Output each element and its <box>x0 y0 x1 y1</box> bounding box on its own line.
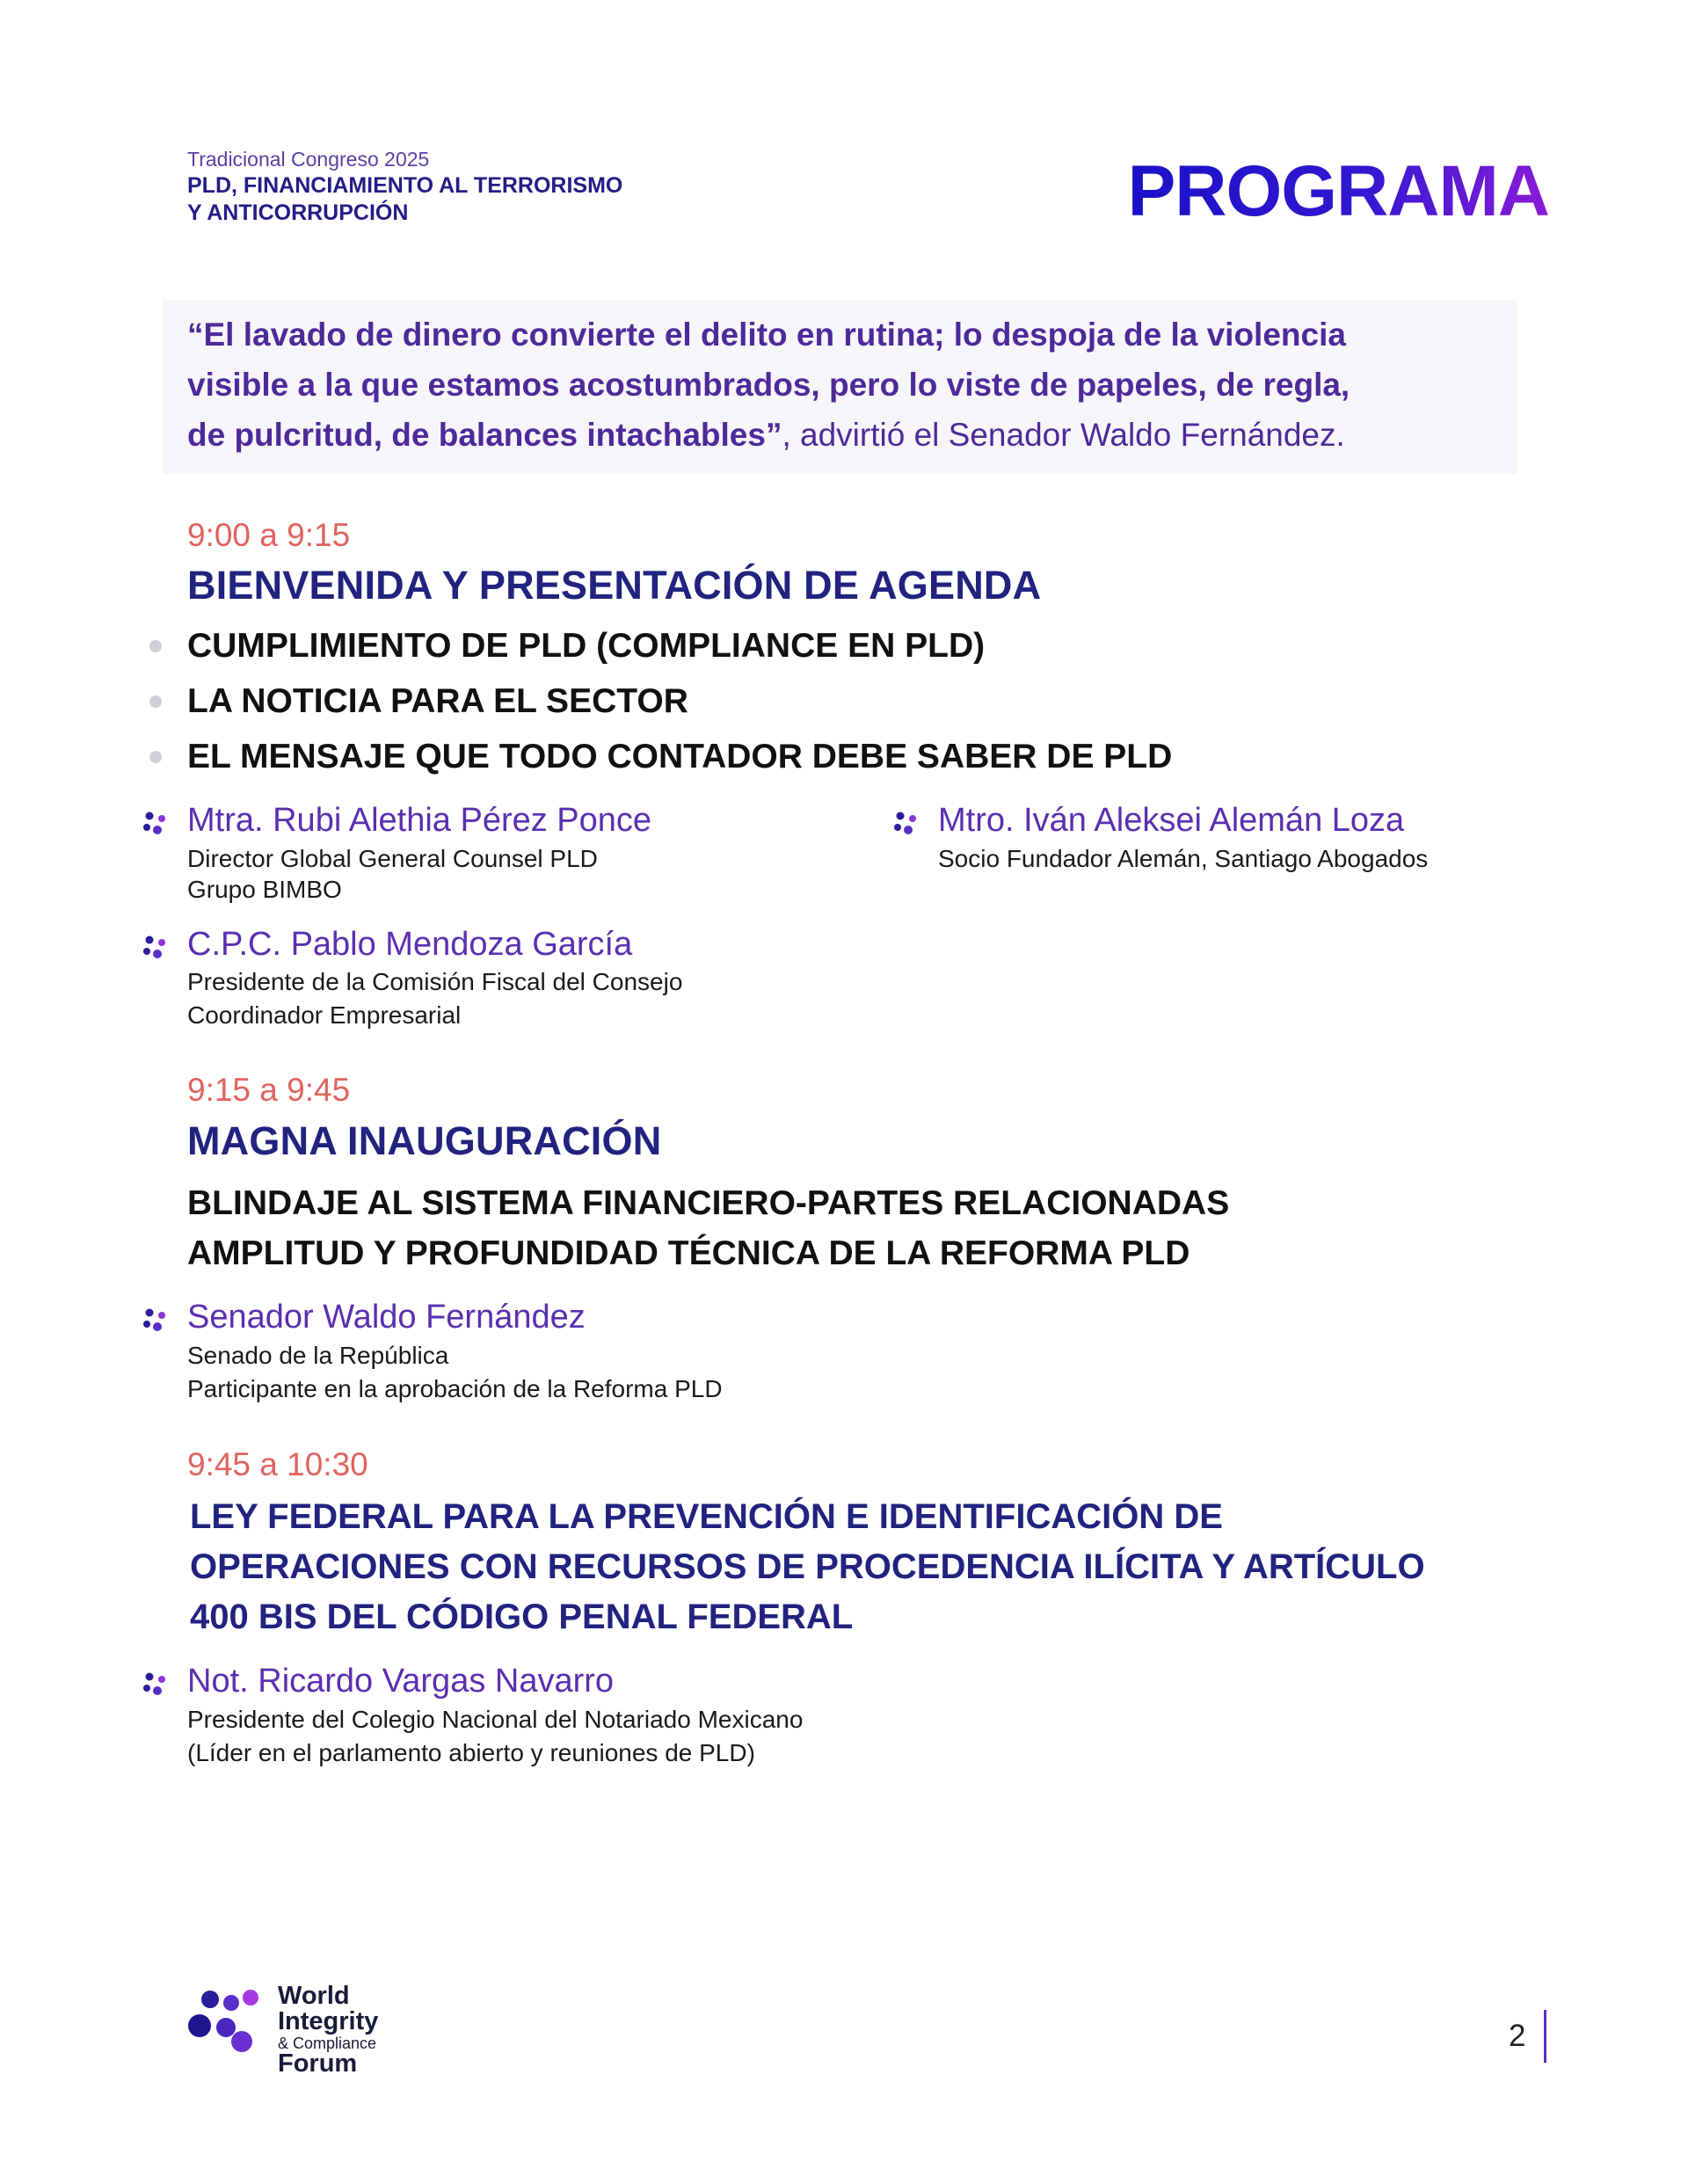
speaker-name: Not. Ricardo Vargas Navarro <box>187 1663 615 1700</box>
session-topic: AMPLITUD Y PROFUNDIDAD TÉCNICA DE LA REFORMA PLD <box>187 1234 1190 1272</box>
speaker-dots-icon <box>142 811 169 837</box>
quote-line3-bold: de pulcritud, de balances intachables” <box>187 417 782 453</box>
speaker-name: Mtro. Iván Aleksei Alemán Loza <box>938 802 1405 839</box>
speaker-dots-icon <box>142 1307 169 1334</box>
quote-line1: “El lavado de dinero convierte el delito en rutina; lo despoja de la violencia <box>187 317 1346 353</box>
logo-line: Integrity <box>278 2007 379 2035</box>
quote-text <box>187 309 1506 460</box>
event-title-line2: Y ANTICORRUPCIÓN <box>187 200 409 225</box>
agenda-bullet-text: LA NOTICIA PARA EL SECTOR <box>187 682 688 720</box>
agenda-bullet <box>149 735 1172 779</box>
page-number: 2 <box>1509 2019 1526 2053</box>
bullet-dot-icon <box>149 695 162 708</box>
speaker-organization: Grupo BIMBO <box>187 876 342 903</box>
speaker-role: Presidente del Colegio Nacional del Notariado Mexicano <box>187 1706 804 1733</box>
forum-logo-text <box>278 1984 378 2077</box>
quote-line2: visible a la que estamos acostumbrados, pero lo viste de papeles, de regla, <box>187 367 1350 403</box>
speaker-organization: Coordinador Empresarial <box>187 1001 462 1029</box>
agenda-bullet <box>149 624 985 668</box>
speaker-role: Presidente de la Comisión Fiscal del Consejo <box>187 968 683 995</box>
speaker-dots-icon <box>142 935 169 961</box>
bullet-dot-icon <box>149 640 162 652</box>
speaker-role: Director Global General Counsel PLD <box>187 845 598 872</box>
logo-line: World <box>278 1982 350 2010</box>
speaker-note: (Líder en el parlamento abierto y reuniones de PLD) <box>187 1739 755 1766</box>
agenda-bullet-text: EL MENSAJE QUE TODO CONTADOR DEBE SABER DE PLD <box>187 738 1173 775</box>
event-title-line1: PLD, FINANCIAMIENTO AL TERRORISMO <box>187 173 623 198</box>
agenda-bullet-text: CUMPLIMIENTO DE PLD (COMPLIANCE EN PLD) <box>187 627 986 665</box>
speaker-role: Socio Fundador Alemán, Santiago Abogados <box>938 845 1429 872</box>
session-topic: BLINDAJE AL SISTEMA FINANCIERO-PARTES RELACIONADAS <box>187 1184 1230 1222</box>
speaker-name: C.P.C. Pablo Mendoza García <box>187 926 633 963</box>
logo-line: Forum <box>278 2049 358 2078</box>
speaker-role: Senado de la República <box>187 1342 449 1369</box>
session-title-line: 400 BIS DEL CÓDIGO PENAL FEDERAL <box>190 1598 854 1636</box>
session-title-line: LEY FEDERAL PARA LA PREVENCIÓN E IDENTIFICACIÓN DE <box>190 1497 1223 1536</box>
session-title-line: OPERACIONES CON RECURSOS DE PROCEDENCIA ILÍCITA Y ARTÍCULO <box>190 1547 1425 1586</box>
speaker-dots-icon <box>142 1671 169 1698</box>
speaker-dots-icon <box>893 811 920 837</box>
speaker-name: Senador Waldo Fernández <box>187 1299 586 1336</box>
speaker-organization: Participante en la aprobación de la Reforma PLD <box>187 1375 723 1402</box>
session-title: MAGNA INAUGURACIÓN <box>187 1118 662 1163</box>
session-time: 9:00 a 9:15 <box>187 517 351 553</box>
page-number-divider <box>1544 2010 1546 2063</box>
forum-logo-icon <box>187 1989 266 2056</box>
event-subtitle: Tradicional Congreso 2025 <box>187 148 430 171</box>
agenda-bullet <box>149 680 688 724</box>
logo-line: & Compliance <box>278 2035 377 2052</box>
session-title: BIENVENIDA Y PRESENTACIÓN DE AGENDA <box>187 563 1042 608</box>
quote-attribution: , advirtió el Senador Waldo Fernández. <box>782 417 1345 453</box>
speaker-name: Mtra. Rubi Alethia Pérez Ponce <box>187 802 652 839</box>
page-title: PROGRAMA <box>1128 148 1549 236</box>
bullet-dot-icon <box>149 751 162 763</box>
session-time: 9:15 a 9:45 <box>187 1072 351 1108</box>
session-time: 9:45 a 10:30 <box>187 1446 368 1482</box>
